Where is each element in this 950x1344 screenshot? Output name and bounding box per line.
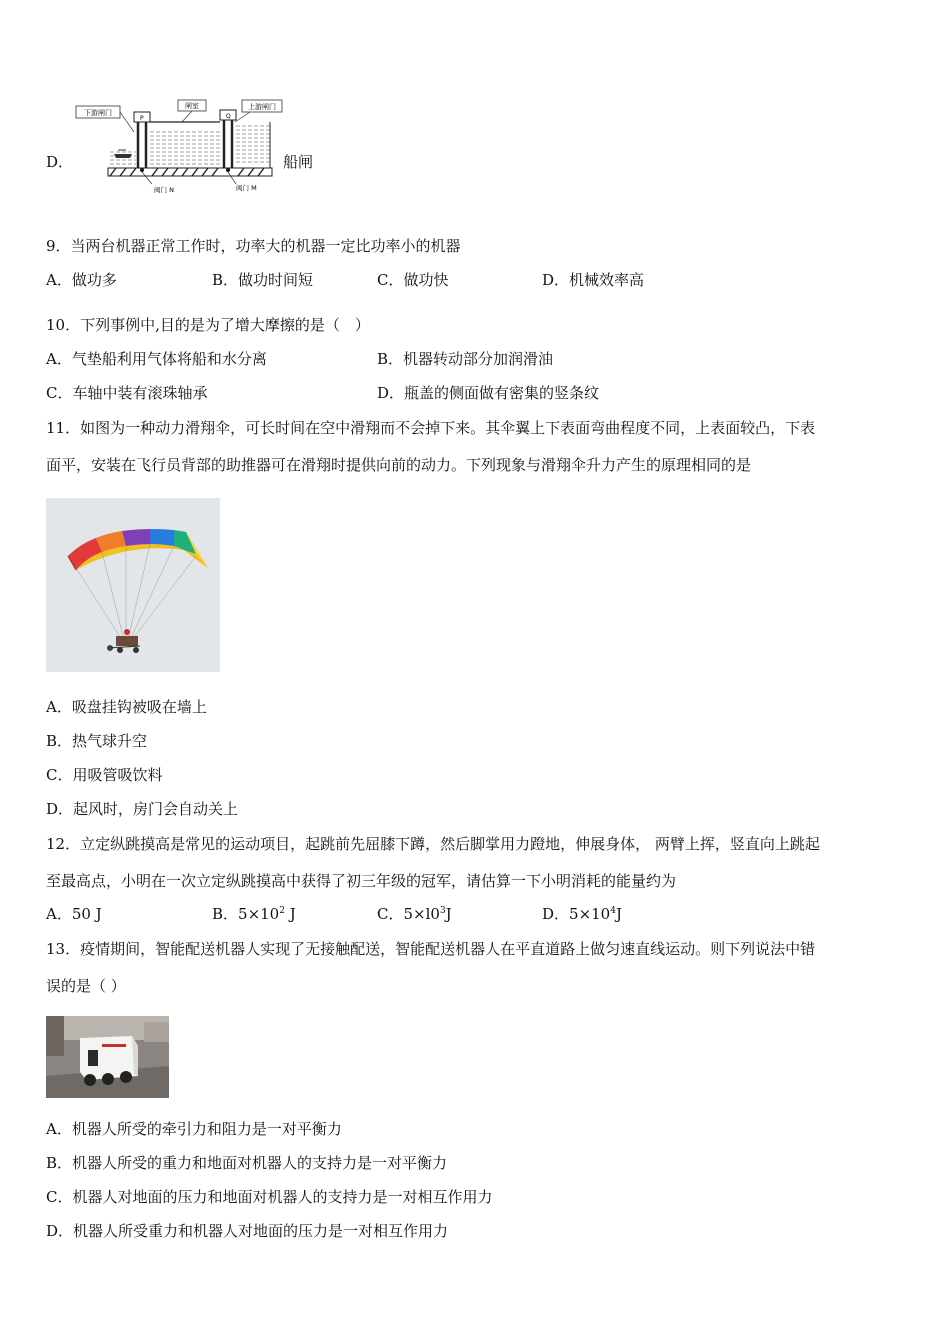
q9-option-b: B．做功时间短 bbox=[212, 271, 314, 289]
q9-option-d: D．机械效率高 bbox=[542, 271, 645, 289]
q12-option-c: C．$5\times l0^3J$ bbox=[377, 905, 452, 923]
q12-stem-line-2: 至最高点，小明在一次立定纵跳摸高中获得了初三年级的冠军，请估算一下小明消耗的能量约为 bbox=[46, 872, 677, 890]
q10-option-c: C．车轴中装有滚珠轴承 bbox=[46, 384, 208, 402]
q13-stem-line-1: 13．疫情期间，智能配送机器人实现了无接触配送，智能配送机器人在平直道路上做匀速直线运动。则下列说法中错 bbox=[46, 940, 816, 958]
label-upstream-gate: 上游闸门 bbox=[248, 103, 276, 111]
q10-option-a: A．气垫船利用气体将船和水分离 bbox=[46, 350, 267, 368]
q11-option-c: C．用吸管吸饮料 bbox=[46, 766, 163, 784]
q10-stem: 10．下列事例中,目的是为了增大摩擦的是（ ） bbox=[46, 316, 370, 334]
q11-option-b: B．热气球升空 bbox=[46, 732, 148, 750]
delivery-robot-photo bbox=[46, 1016, 169, 1098]
q12-option-b: B．$5\times 10^2$ J bbox=[212, 905, 296, 923]
q9-option-c: C．做功快 bbox=[377, 271, 449, 289]
paraglider-photo bbox=[46, 498, 220, 672]
q13-option-b: B．机器人所受的重力和地面对机器人的支持力是一对平衡力 bbox=[46, 1154, 448, 1172]
label-valve-n: 阀门 N bbox=[154, 186, 174, 194]
ship-lock-diagram bbox=[70, 98, 285, 198]
q12-option-d: D．$5\times 10^4J$ bbox=[542, 905, 622, 923]
q11-option-d: D．起风时，房门会自动关上 bbox=[46, 800, 239, 818]
label-downstream-gate: 下游闸门 bbox=[84, 109, 112, 117]
label-q: Q bbox=[226, 113, 231, 120]
q11-stem-line-1: 11．如图为一种动力滑翔伞，可长时间在空中滑翔而不会掉下来。其伞翼上下表面弯曲程度不同，上表面较凸，下表 bbox=[46, 419, 816, 437]
q11-option-a: A．吸盘挂钩被吸在墙上 bbox=[46, 698, 207, 716]
q13-option-a: A．机器人所受的牵引力和阻力是一对平衡力 bbox=[46, 1120, 342, 1138]
q13-option-d: D．机器人所受重力和机器人对地面的压力是一对相互作用力 bbox=[46, 1222, 449, 1240]
q11-stem-line-2: 面平，安装在飞行员背部的助推器可在滑翔时提供向前的动力。下列现象与滑翔伞升力产生的原理相同的是 bbox=[46, 456, 752, 474]
q12-option-a: A．50 J bbox=[46, 905, 102, 923]
label-lock-chamber: 闸室 bbox=[185, 102, 199, 110]
label-p: P bbox=[140, 115, 144, 122]
q10-option-d: D．瓶盖的侧面做有密集的竖条纹 bbox=[377, 384, 600, 402]
q9-option-a: A．做功多 bbox=[46, 271, 117, 289]
q13-stem-line-2: 误的是（ ） bbox=[46, 977, 126, 995]
q8-option-d-letter: D． bbox=[46, 153, 74, 171]
q8-option-d-caption: 船闸 bbox=[283, 153, 314, 171]
q13-option-c: C．机器人对地面的压力和地面对机器人的支持力是一对相互作用力 bbox=[46, 1188, 493, 1206]
q9-stem: 9．当两台机器正常工作时，功率大的机器一定比功率小的机器 bbox=[46, 237, 461, 255]
q12-stem-line-1: 12．立定纵跳摸高是常见的运动项目，起跳前先屈膝下蹲，然后脚掌用力蹬地，伸展身体， 两臂上挥，竖直向上跳起 bbox=[46, 835, 820, 853]
label-valve-m: 阀门 M bbox=[236, 184, 257, 192]
q10-option-b: B．机器转动部分加润滑油 bbox=[377, 350, 554, 368]
